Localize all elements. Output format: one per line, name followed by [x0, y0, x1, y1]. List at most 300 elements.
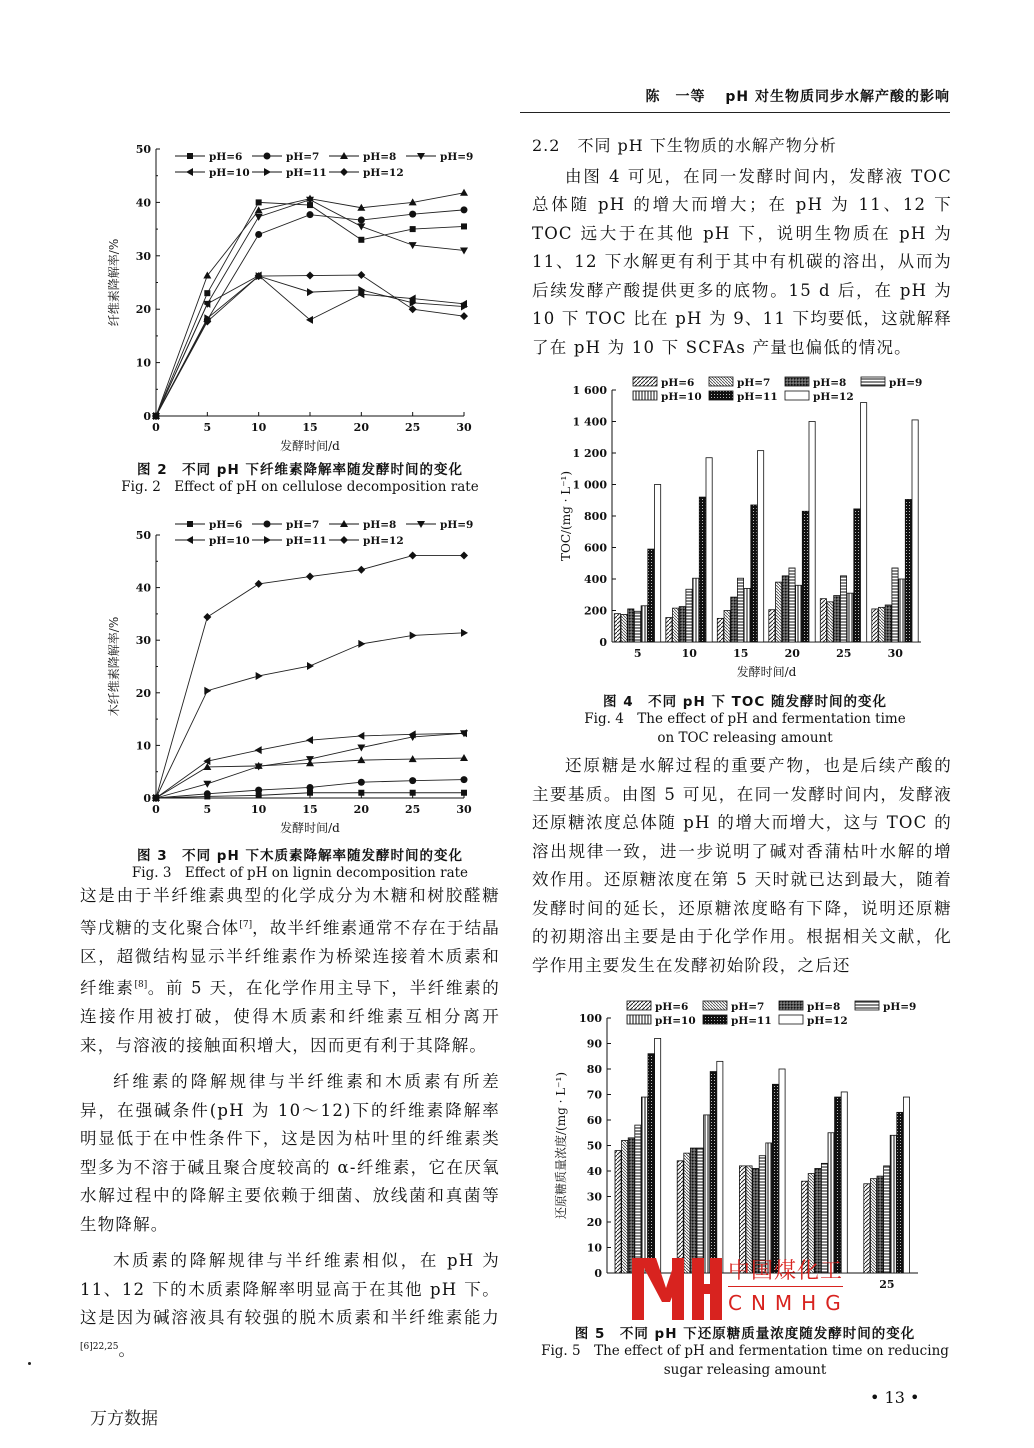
- bar-pH12: [706, 458, 712, 642]
- legend-label: pH=11: [731, 1015, 772, 1027]
- x-tick-label: 25: [405, 803, 421, 816]
- x-tick-label: 25: [879, 1278, 895, 1291]
- x-tick-label: 25: [405, 421, 421, 434]
- bar-pH12: [655, 485, 661, 643]
- bar-pH9: [686, 589, 692, 642]
- bar-pH10: [847, 593, 853, 642]
- data-point: [409, 777, 416, 784]
- bar-pH12: [779, 1069, 785, 1273]
- series-line: [156, 200, 464, 416]
- y-tick-label: 80: [586, 1063, 602, 1076]
- legend-marker: [264, 168, 271, 176]
- data-point: [255, 787, 262, 794]
- legend-item: [785, 391, 854, 403]
- y-tick-label: 40: [135, 581, 151, 595]
- legend-item: [329, 151, 396, 163]
- data-point: [306, 272, 314, 280]
- legend-item: [627, 1001, 688, 1013]
- figure-4-chart: [545, 372, 945, 692]
- citation: [6]22,25: [80, 1341, 119, 1352]
- legend-label: pH=6: [661, 377, 695, 389]
- bar-pH7: [827, 602, 833, 642]
- legend-swatch: [703, 1001, 727, 1010]
- figure-2-caption-cn: 图 2 不同 pH 下纤维素降解率随发酵时间的变化: [137, 462, 463, 478]
- figure-5-chart: [545, 995, 945, 1295]
- citation: [7]: [239, 919, 253, 930]
- bar-pH6: [769, 610, 775, 642]
- bar-pH12: [809, 422, 815, 643]
- x-tick-label: 0: [152, 803, 160, 816]
- data-point: [256, 672, 263, 680]
- header-title: pH 对生物质同步水解产酸的影响: [725, 89, 950, 105]
- data-point: [358, 779, 365, 786]
- legend-label: pH=8: [363, 151, 397, 163]
- y-tick-label: 0: [594, 1267, 602, 1280]
- data-point: [410, 226, 416, 232]
- series-line: [156, 633, 464, 798]
- x-tick-label: 20: [353, 421, 369, 434]
- bar-pH7: [684, 1153, 690, 1273]
- bar-pH6: [677, 1161, 683, 1273]
- figure-2-caption: [80, 458, 520, 497]
- legend-marker: [340, 168, 348, 176]
- right-column-text-top: [532, 132, 952, 362]
- left-column-text: [80, 882, 500, 1365]
- legend-label: pH=8: [807, 1001, 841, 1013]
- data-point: [460, 247, 468, 254]
- bar-pH6: [739, 1166, 745, 1273]
- bar-pH7: [879, 607, 885, 642]
- bar-pH12: [717, 1061, 723, 1273]
- legend-label: pH=10: [209, 167, 250, 179]
- data-point: [255, 580, 263, 588]
- legend-swatch: [627, 1001, 651, 1010]
- bar-pH9: [892, 568, 898, 642]
- header-authors: 陈 一等: [645, 89, 706, 105]
- x-axis-label: 发酵时间/d: [280, 439, 340, 453]
- bar-pH10: [766, 1143, 772, 1273]
- legend-label: pH=9: [883, 1001, 917, 1013]
- data-point: [204, 290, 210, 296]
- x-tick-label: 10: [251, 803, 267, 816]
- bar-pH12: [912, 420, 918, 642]
- figure-4-caption: [530, 690, 960, 748]
- watermark-cn: 中国煤化工: [728, 1258, 843, 1287]
- figure-3-chart: [100, 510, 500, 840]
- legend-marker: [264, 521, 271, 528]
- bar-pH9: [697, 1148, 703, 1273]
- y-tick-label: 20: [135, 686, 151, 700]
- legend-label: pH=8: [363, 519, 397, 531]
- legend-swatch: [627, 1015, 651, 1024]
- series-line: [156, 202, 464, 416]
- legend-label: pH=9: [440, 151, 474, 163]
- data-point: [307, 662, 314, 670]
- bar-pH12: [655, 1038, 661, 1273]
- bar-pH7: [746, 1166, 752, 1273]
- y-tick-label: 20: [135, 303, 151, 317]
- bar-pH8: [628, 609, 634, 642]
- x-tick-label: 5: [203, 803, 212, 816]
- legend-marker: [264, 536, 271, 544]
- figure-3-caption-cn: 图 3 不同 pH 下木质素降解率随发酵时间的变化: [137, 848, 463, 864]
- y-tick-label: 60: [586, 1114, 602, 1127]
- bar-pH8: [885, 605, 891, 642]
- figure-2-chart: [100, 135, 500, 455]
- y-tick-label: 50: [586, 1139, 602, 1153]
- data-point: [358, 640, 365, 648]
- legend-label: pH=6: [209, 151, 243, 163]
- bar-pH11: [648, 549, 654, 642]
- figure-4-caption-cn: 图 4 不同 pH 下 TOC 随发酵时间的变化: [603, 694, 887, 710]
- x-tick-label: 0: [152, 421, 160, 434]
- legend-marker: [264, 153, 271, 160]
- bar-pH11: [751, 505, 757, 642]
- legend-label: pH=12: [807, 1015, 848, 1027]
- bar-pH7: [724, 611, 730, 643]
- x-tick-label: 25: [836, 647, 852, 660]
- bar-pH11: [835, 1097, 841, 1273]
- data-point: [460, 754, 468, 761]
- y-tick-label: 100: [579, 1012, 602, 1025]
- legend-item: [703, 1015, 772, 1027]
- y-axis-label: 还原糖质量浓度/(mg · L⁻¹): [554, 1071, 568, 1220]
- y-tick-label: 400: [584, 573, 607, 586]
- data-point: [409, 552, 417, 560]
- legend-label: pH=9: [440, 519, 474, 531]
- data-point: [255, 231, 262, 238]
- data-point: [255, 746, 262, 754]
- bar-pH6: [666, 618, 672, 642]
- figure-4-caption-en-2: on TOC releasing amount: [657, 730, 833, 746]
- legend-item: [709, 377, 770, 389]
- legend-swatch: [855, 1001, 879, 1010]
- x-tick-label: 30: [887, 647, 903, 660]
- legend-label: pH=10: [209, 535, 250, 547]
- bar-pH9: [884, 1166, 890, 1273]
- bar-pH8: [782, 576, 788, 642]
- y-tick-label: 0: [599, 636, 607, 649]
- y-tick-label: 90: [586, 1037, 602, 1051]
- data-point: [461, 629, 468, 637]
- bar-pH8: [628, 1138, 634, 1273]
- y-tick-label: 1 600: [572, 384, 607, 397]
- data-point: [409, 211, 416, 218]
- data-point: [461, 776, 468, 783]
- legend-item: [779, 1001, 840, 1013]
- series-pH9: [152, 197, 468, 420]
- x-axis-label: 发酵时间/d: [280, 821, 340, 835]
- bar-pH11: [905, 499, 911, 642]
- figure-5-caption-en-2: sugar releasing amount: [663, 1362, 827, 1378]
- bar-pH7: [776, 582, 782, 642]
- legend-label: pH=9: [889, 377, 923, 389]
- x-tick-label: 15: [302, 421, 318, 434]
- series-line: [156, 210, 464, 416]
- data-point: [204, 790, 211, 797]
- series-pH6: [153, 199, 467, 419]
- data-point: [307, 288, 314, 296]
- y-tick-label: 200: [584, 604, 607, 618]
- legend-label: pH=12: [363, 535, 404, 547]
- y-tick-label: 1 400: [572, 415, 607, 429]
- bar-pH12: [758, 451, 764, 642]
- legend-item: [406, 519, 473, 531]
- bar-pH9: [789, 568, 795, 642]
- legend-swatch: [709, 377, 733, 386]
- left-paragraph-3: 木质素的降解规律与半纤维素相似，在 pH 为 11、12 下的木质素降解率明显高于在其他 pH 下。这是因为碱溶液具有较强的脱木质素和半纤维素能力$^{[6]22,25}$。: [80, 1251, 500, 1359]
- figure-3-caption-en: Fig. 3 Effect of pH on lignin decomposition rate: [131, 865, 469, 881]
- x-tick-label: 10: [251, 421, 267, 434]
- y-axis-label: TOC/(mg · L⁻¹): [559, 470, 573, 562]
- figure-5-caption-cn: 图 5 不同 pH 下还原糖质量浓度随发酵时间的变化: [574, 1326, 916, 1342]
- bar-pH9: [737, 578, 743, 642]
- bar-pH8: [679, 607, 685, 642]
- bar-pH9: [840, 576, 846, 642]
- legend-marker: [340, 536, 348, 544]
- citation: [8]: [134, 980, 148, 990]
- bar-pH9: [821, 1163, 827, 1273]
- legend-item: [175, 151, 242, 163]
- x-tick-label: 15: [302, 803, 318, 816]
- series-pH6: [153, 790, 467, 801]
- y-tick-label: 600: [584, 541, 607, 555]
- legend-item: [252, 167, 327, 179]
- x-tick-label: 30: [456, 421, 472, 434]
- bar-pH8: [690, 1148, 696, 1273]
- series-line: [156, 276, 464, 416]
- legend-item: [785, 377, 846, 389]
- legend-item: [627, 1015, 696, 1027]
- y-tick-label: 30: [135, 634, 151, 648]
- bar-pH6: [820, 599, 826, 642]
- x-tick-label: 15: [733, 647, 749, 660]
- data-point: [307, 211, 314, 218]
- bar-pH11: [897, 1112, 903, 1273]
- legend-item: [329, 167, 404, 179]
- legend-item: [779, 1015, 848, 1027]
- legend-swatch: [779, 1015, 803, 1024]
- bar-pH7: [673, 608, 679, 642]
- source-mark: 万方数据: [90, 1409, 158, 1429]
- bar-pH11: [710, 1072, 716, 1273]
- series-line: [156, 276, 464, 416]
- legend-item: [861, 377, 922, 389]
- data-point: [358, 217, 365, 224]
- legend-item: [709, 391, 778, 403]
- x-tick-label: 20: [353, 803, 369, 816]
- watermark-logo: [632, 1258, 882, 1320]
- legend-label: pH=7: [286, 519, 320, 531]
- bar-pH7: [621, 614, 627, 642]
- section-title: 2.2 不同 pH 下生物质的水解产物分析: [532, 136, 837, 155]
- x-tick-label: 20: [784, 647, 800, 660]
- legend-item: [703, 1001, 764, 1013]
- legend-label: pH=11: [286, 535, 327, 547]
- right-paragraph-1: 由图 4 可见，在同一发酵时间内，发酵液 TOC 总体随 pH 的增大而增大；在 pH 为 11、12 下 TOC 远大于在其他 pH 下，说明生物质在 pH 为 11、12 下水解更有利于其中有机碳的溶出，从而为后续发酵产酸提供更多的底物。15 d 后，在 pH 为 10 下 TOC 比在 pH 为 9、11 下均要低，这就解释了在 pH 为 10 下 SCFAs 产量也偏低的情况。: [532, 166, 952, 357]
- x-tick-label: 10: [681, 647, 697, 660]
- bar-pH6: [717, 618, 723, 642]
- x-tick-label: 30: [456, 803, 472, 816]
- legend-label: pH=10: [661, 391, 702, 403]
- bar-pH10: [828, 1133, 834, 1273]
- watermark-en: CNMHG: [728, 1291, 850, 1315]
- legend-swatch: [785, 391, 809, 400]
- stray-dot: [28, 1362, 31, 1365]
- data-point: [357, 271, 365, 279]
- y-tick-label: 10: [135, 739, 151, 753]
- data-point: [204, 687, 211, 695]
- y-tick-label: 40: [135, 196, 151, 210]
- legend-label: pH=10: [655, 1015, 696, 1027]
- bar-pH10: [890, 1135, 896, 1273]
- y-tick-label: 0: [143, 792, 151, 805]
- legend-label: pH=11: [286, 167, 327, 179]
- legend-item: [633, 377, 694, 389]
- series-pH8: [152, 189, 468, 419]
- y-tick-label: 1 200: [572, 447, 607, 460]
- figure-5-caption: [530, 1322, 960, 1380]
- legend-swatch: [861, 377, 885, 386]
- bar-pH10: [744, 588, 750, 642]
- data-point: [410, 790, 416, 796]
- legend-item: [406, 151, 473, 163]
- legend-swatch: [703, 1015, 727, 1024]
- data-point: [307, 784, 314, 791]
- y-tick-label: 10: [135, 356, 151, 370]
- bar-pH10: [796, 585, 802, 642]
- data-point: [357, 223, 365, 230]
- data-point: [460, 312, 468, 320]
- data-point: [461, 223, 467, 229]
- legend-item: [252, 151, 319, 163]
- series-pH11: [153, 629, 468, 802]
- bar-pH11: [802, 511, 808, 642]
- left-paragraph-2: 纤维素的降解规律与半纤维素和木质素有所差异，在强碱条件(pH 为 10～12)下的纤维素降解率明显低于在中性条件下，这是因为枯叶里的纤维素类型多为不溶于碱且聚合度较高的 α-纤维素，它在厌氧水解过程中的降解主要依赖于细菌、放线菌和真菌等生物降解。: [80, 1072, 500, 1234]
- legend-label: pH=7: [286, 151, 320, 163]
- legend-swatch: [633, 377, 657, 386]
- legend-label: pH=6: [209, 519, 243, 531]
- y-tick-label: 10: [586, 1241, 602, 1255]
- legend-label: pH=12: [363, 167, 404, 179]
- data-point: [460, 189, 468, 196]
- y-tick-label: 50: [135, 143, 151, 156]
- watermark-mh-icon: [632, 1258, 722, 1320]
- legend-marker: [187, 153, 193, 159]
- legend-swatch: [785, 377, 809, 386]
- series-pH7: [153, 206, 468, 419]
- bar-pH11: [699, 497, 705, 642]
- bar-pH11: [648, 1054, 654, 1273]
- bar-pH11: [854, 509, 860, 642]
- legend-item: [175, 519, 242, 531]
- bar-pH6: [872, 609, 878, 642]
- legend-item: [329, 519, 396, 531]
- y-tick-label: 1 000: [572, 478, 607, 492]
- legend-swatch: [779, 1001, 803, 1010]
- y-tick-label: 30: [586, 1190, 602, 1204]
- bar-pH8: [834, 596, 840, 642]
- data-point: [255, 214, 263, 221]
- bar-pH10: [641, 1097, 647, 1273]
- data-point: [460, 552, 468, 560]
- legend-marker: [187, 521, 193, 527]
- data-point: [358, 790, 364, 796]
- legend-label: pH=7: [731, 1001, 765, 1013]
- bar-pH8: [731, 597, 737, 642]
- legend-marker: [186, 168, 193, 176]
- data-point: [306, 573, 314, 581]
- x-tick-label: 5: [633, 647, 642, 660]
- bar-pH12: [903, 1097, 909, 1273]
- legend-item: [175, 167, 250, 179]
- bar-pH9: [759, 1156, 765, 1273]
- y-tick-label: 50: [135, 529, 151, 542]
- figure-2-caption-en: Fig. 2 Effect of pH on cellulose decomposition rate: [121, 479, 479, 495]
- right-paragraph-2: 还原糖是水解过程的重要产物，也是后续产酸的主要基质。由图 5 可见，在同一发酵时间内，发酵液还原糖浓度总体随 pH 的增大而增大，这与 TOC 的溶出规律一致，进一步说明了碱对香蒲枯叶水解的增效作用。还原糖浓度在第 5 天时就已达到最大，随着发酵时间的延长，还原糖浓度略有下降，说明还原糖的初期溶出主要是由于化学作用。根据相关文献，化学作用主要发生在发酵初始阶段，之后还: [532, 756, 952, 975]
- bar-pH12: [861, 403, 867, 642]
- bar-pH9: [634, 611, 640, 642]
- data-point: [358, 237, 364, 243]
- bar-pH6: [614, 614, 620, 642]
- legend-label: pH=7: [737, 377, 771, 389]
- figure-5-caption-en-1: Fig. 5 The effect of pH and fermentation time on reducing: [541, 1343, 949, 1359]
- running-header: [520, 86, 950, 113]
- bar-pH11: [772, 1084, 778, 1273]
- y-tick-label: 70: [586, 1088, 602, 1102]
- legend-label: pH=12: [813, 391, 854, 403]
- legend-label: pH=11: [737, 391, 778, 403]
- data-point: [203, 613, 211, 621]
- bar-pH7: [622, 1140, 628, 1273]
- bar-pH12: [841, 1092, 847, 1273]
- bar-pH10: [641, 606, 647, 642]
- right-column-text-mid: [532, 752, 952, 980]
- data-point: [306, 736, 313, 744]
- legend-item: [329, 535, 404, 547]
- legend-item: [252, 519, 319, 531]
- legend-label: pH=8: [813, 377, 847, 389]
- series-line: [156, 275, 464, 416]
- y-tick-label: 40: [586, 1165, 602, 1178]
- bar-pH10: [899, 579, 905, 642]
- y-axis-label: 纤维素降解率/%: [107, 238, 121, 327]
- legend-item: [175, 535, 250, 547]
- legend-item: [633, 391, 702, 403]
- data-point: [461, 206, 468, 213]
- bar-pH6: [615, 1151, 621, 1273]
- x-tick-label: 5: [203, 421, 212, 434]
- figure-4-caption-en-1: Fig. 4 The effect of pH and fermentation time: [584, 711, 906, 727]
- legend-swatch: [633, 391, 657, 400]
- legend-swatch: [709, 391, 733, 400]
- data-point: [357, 732, 364, 740]
- data-point: [461, 790, 467, 796]
- y-tick-label: 0: [143, 410, 151, 423]
- data-point: [357, 566, 365, 574]
- y-tick-label: 30: [135, 249, 151, 263]
- legend-item: [252, 535, 327, 547]
- legend-marker: [186, 536, 193, 544]
- legend-item: [855, 1001, 916, 1013]
- x-axis-label: 发酵时间/d: [736, 665, 797, 679]
- page-number: • 13 •: [870, 1388, 920, 1407]
- legend-label: pH=6: [655, 1001, 689, 1013]
- figure-3-caption: [80, 844, 520, 883]
- data-point: [410, 631, 417, 639]
- left-paragraph-1: 这是由于半纤维素典型的化学成分为木糖和树胶醛糖等戊糖的支化聚合体[7]，故半纤维素通常不存在于结晶区，超微结构显示半纤维素作为桥梁连接着木质素和纤维素[8]。前 5 天，在化学作用主导下，半纤维素的连接作用被打破，使得木质素和纤维素互相分离开来，与溶液的接触面积增大，因而更有利于其降解。: [80, 886, 500, 1055]
- y-tick-label: 800: [584, 510, 607, 523]
